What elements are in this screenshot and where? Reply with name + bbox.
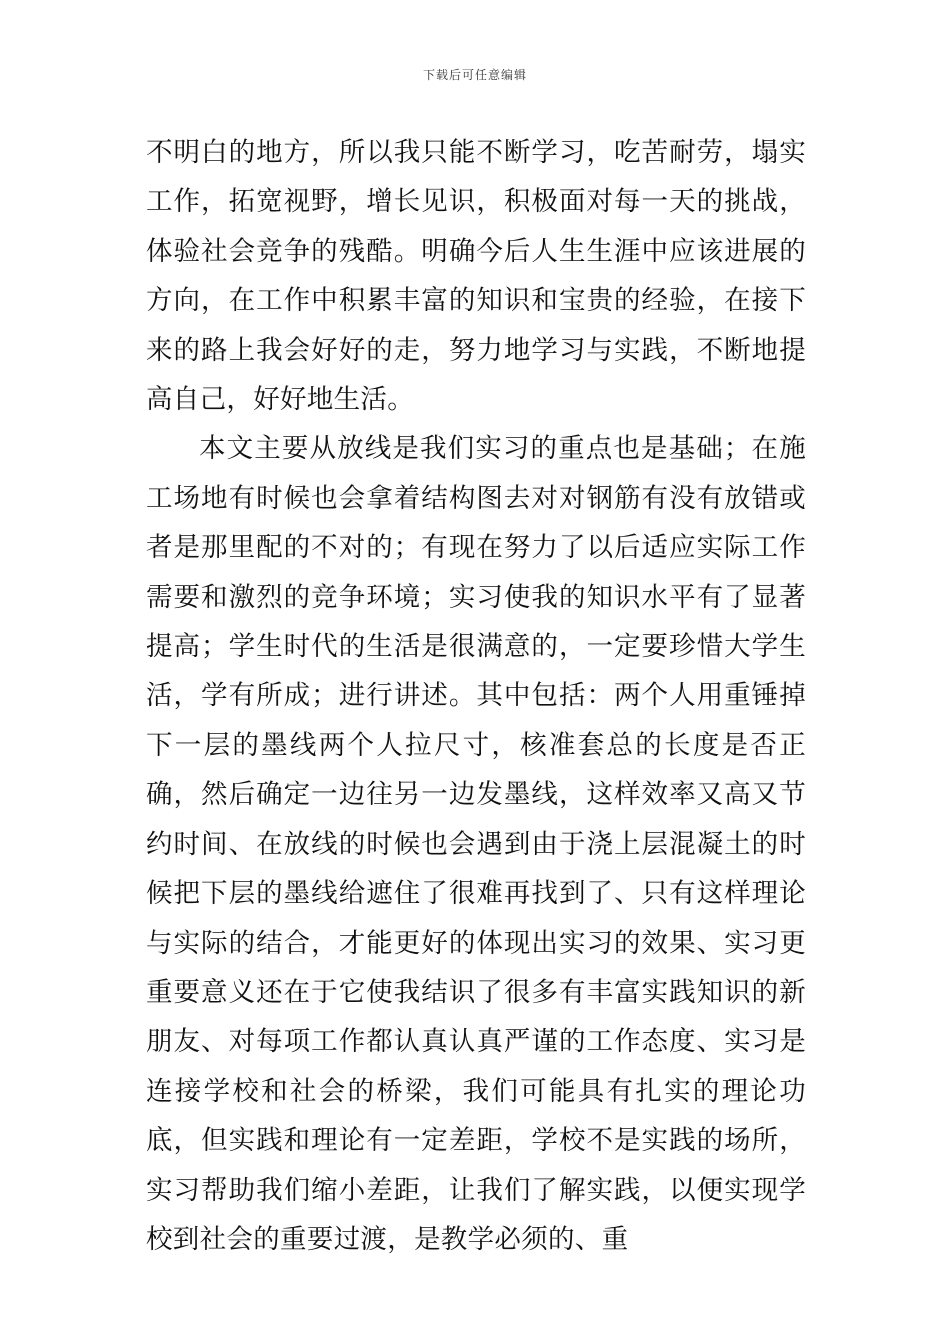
page-header: 下载后可任意编辑 — [422, 68, 527, 82]
paragraph-1: 不明白的地方，所以我只能不断学习，吃苦耐劳，塌实工作，拓宽视野，增长见识，积极面对每一天的挑战，体验社会竞争的残酷。明确今后人生生涯中应该进展的方向，在工作中积累丰富的知识和宝贵的经验，在接下来的路上我会好好的走，努力地学习与实践，不断地提高自己，好好地生活。 — [146, 137, 806, 416]
document-body — [146, 128, 806, 1264]
paragraph-2: 本文主要从放线是我们实习的重点也是基础；在施工场地有时候也会拿着结构图去对对钢筋有没有放错或者是那里配的不对的；有现在努力了以后适应实际工作需要和激烈的竞争环境；实习使我的知识水平有了显著提高；学生时代的生活是很满意的，一定要珍惜大学生活，学有所成；进行讲述。其中包括：两个人用重锤掉下一层的墨线两个人拉尺寸，核准套总的长度是否正确，然后确定一边往另一边发墨线，这样效率又高又节约时间、在放线的时候也会遇到由于浇上层混凝土的时候把下层的墨线给遮住了很难再找到了、只有这样理论与实际的结合，才能更好的体现出实习的效果、实习更重要意义还在于它使我结识了很多有丰富实践知识的新朋友、对每项工作都认真认真严谨的工作态度、实习是连接学校和社会的桥梁，我们可能具有扎实的理论功底，但实践和理论有一定差距，学校不是实践的场所，实习帮助我们缩小差距，让我们了解实践，以便实现学校到社会的重要过渡，是教学必须的、重 — [146, 433, 806, 1255]
